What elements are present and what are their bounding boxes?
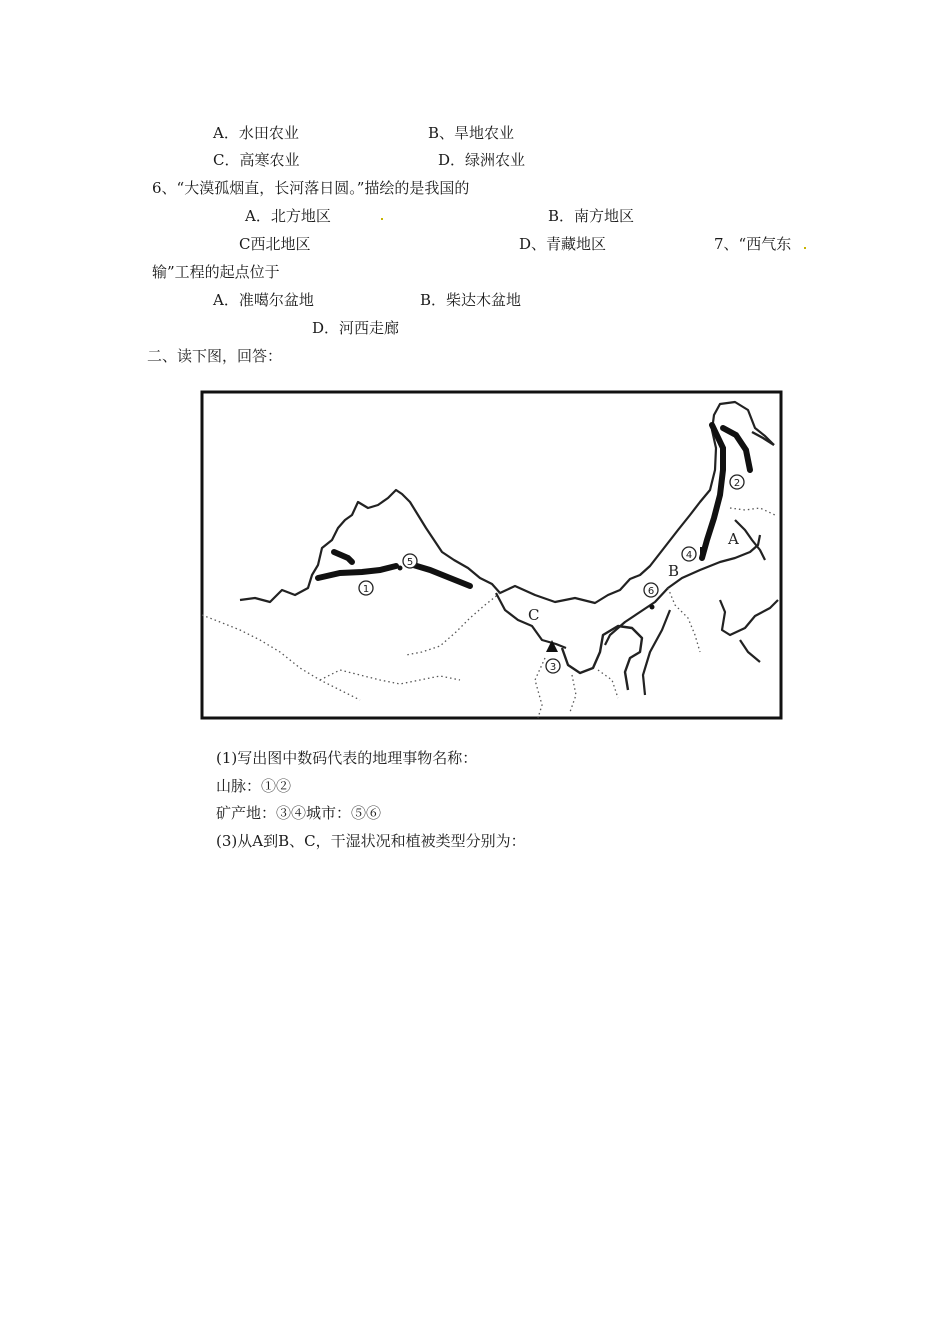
svg-text:6: 6 [647, 586, 655, 597]
stray-mark [381, 218, 383, 220]
city-dot-icon [650, 605, 655, 610]
q5-option-d: D．绿洲农业 [438, 151, 526, 169]
coastline [720, 600, 778, 662]
section2-heading: 二、读下图，回答： [147, 347, 283, 365]
yellow-river [562, 626, 642, 690]
svg-text:5: 5 [406, 557, 414, 568]
marker-6 [644, 583, 658, 597]
city-dot-icon [398, 566, 403, 571]
svg-text:2: 2 [733, 478, 741, 489]
q6-option-a: A．北方地区 [245, 207, 331, 225]
svg-text:3: 3 [549, 662, 557, 673]
province-boundary [202, 508, 775, 718]
q7-stem-start: 7、“西气东 [714, 235, 792, 253]
section2-mountains: 山脉：①② [216, 777, 292, 795]
q7-option-a: A．准噶尔盆地 [213, 291, 314, 309]
q6-stem: 6、“大漠孤烟直，长河落日圆。”描绘的是我国的 [152, 179, 470, 197]
q5-option-c: C．高寒农业 [213, 151, 300, 169]
q7-stem-end: 输”工程的起点位于 [152, 263, 280, 281]
northern-china-map [200, 390, 783, 720]
mountain-range-1-west-spur [334, 552, 352, 562]
q5-option-a: A．水田农业 [213, 124, 299, 142]
marker-5 [403, 554, 417, 568]
svg-text:4: 4 [685, 550, 693, 561]
inner-mongolia-boundary [496, 535, 760, 648]
q5-option-b: B、旱地农业 [428, 124, 515, 142]
marker-4 [682, 547, 696, 561]
region-label-a: A [728, 530, 739, 548]
region-label-c: C [528, 606, 540, 624]
mine-square-icon [700, 547, 706, 554]
mountain-range-2 [702, 425, 723, 558]
region-label-b: B [668, 562, 680, 580]
mountain-range-2-ridge [723, 428, 750, 470]
mountain-range-1-east [410, 564, 470, 586]
stray-mark [804, 247, 806, 249]
section2-mines-cities: 矿产地：③④城市：⑤⑥ [216, 804, 382, 822]
q7-option-d: D．河西走廊 [312, 319, 400, 337]
mountain-range-1 [318, 566, 396, 578]
marker-1 [359, 581, 373, 595]
q6-option-d: D、青藏地区 [519, 235, 607, 253]
q6-option-c: C西北地区 [239, 235, 311, 253]
section2-q3: (3)从A到B、C，干湿状况和植被类型分别为： [216, 832, 526, 850]
q7-option-b: B．柴达木盆地 [420, 291, 522, 309]
marker-3 [546, 659, 560, 673]
section2-q1: (1)写出图中数码代表的地理事物名称： [216, 749, 478, 767]
marker-2 [730, 475, 744, 489]
q6-option-b: B．南方地区 [548, 207, 635, 225]
svg-text:1: 1 [362, 584, 370, 595]
